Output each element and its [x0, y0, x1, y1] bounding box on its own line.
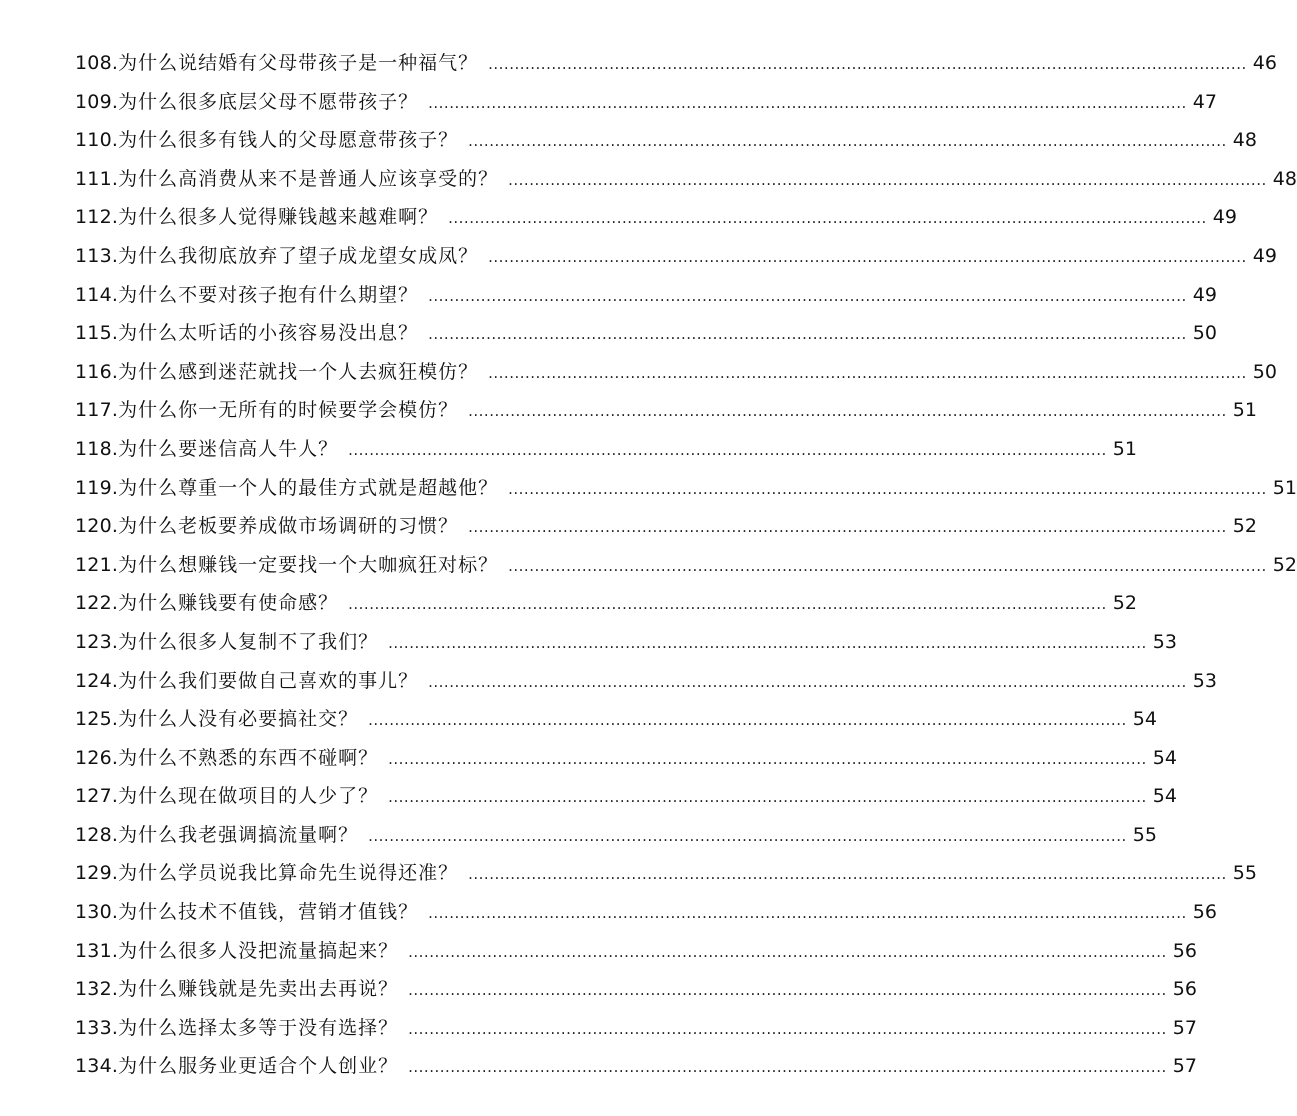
- entry-title: 为什么赚钱要有使命感？: [118, 592, 339, 615]
- entry-number: 119.: [75, 476, 119, 499]
- toc-entry[interactable]: [75, 160, 1297, 199]
- entry-title: 为什么想赚钱一定要找一个大咖疯狂对标？: [118, 553, 499, 576]
- toc-entry[interactable]: [75, 44, 1277, 83]
- entry-title: 为什么很多人没把流量搞起来？: [118, 939, 399, 962]
- entry-title: 为什么赚钱就是先卖出去再说？: [118, 978, 399, 1001]
- entry-number: 115.: [75, 322, 119, 345]
- dot-leader: ................................................................................................................................................: [488, 363, 1247, 382]
- dot-leader: ................................................................................................................................................: [508, 479, 1267, 498]
- dot-leader: ................................................................................................................................................: [468, 518, 1227, 537]
- entry-number: 120.: [75, 515, 119, 538]
- entry-title: 为什么不熟悉的东西不碰啊？: [118, 746, 379, 769]
- entry-page-number: 48: [1232, 129, 1257, 152]
- toc-entry[interactable]: [75, 777, 1177, 816]
- entry-page-number: 49: [1212, 206, 1237, 229]
- dot-leader: ................................................................................................................................................: [428, 93, 1187, 112]
- toc-entry[interactable]: [75, 893, 1217, 932]
- entry-page-number: 50: [1192, 322, 1217, 345]
- entry-number: 125.: [75, 708, 119, 731]
- dot-leader: ................................................................................................................................................: [408, 981, 1167, 1000]
- entry-title: 为什么太听话的小孩容易没出息？: [118, 322, 419, 345]
- entry-page-number: 54: [1152, 785, 1177, 808]
- entry-title: 为什么学员说我比算命先生说得还准？: [118, 862, 459, 885]
- dot-leader: ................................................................................................................................................: [448, 209, 1207, 228]
- entry-page-number: 56: [1192, 901, 1217, 924]
- entry-page-number: 49: [1252, 244, 1277, 267]
- entry-page-number: 57: [1172, 1055, 1197, 1078]
- dot-leader: ................................................................................................................................................: [388, 633, 1147, 652]
- toc-entry[interactable]: [75, 198, 1237, 237]
- entry-number: 130.: [75, 901, 119, 924]
- entry-title: 为什么我们要做自己喜欢的事儿？: [118, 669, 419, 692]
- entry-page-number: 54: [1152, 746, 1177, 769]
- toc-entry[interactable]: [75, 83, 1217, 122]
- entry-page-number: 56: [1172, 978, 1197, 1001]
- toc-entry[interactable]: [75, 469, 1297, 508]
- dot-leader: ................................................................................................................................................: [408, 942, 1167, 961]
- entry-page-number: 51: [1112, 437, 1137, 460]
- dot-leader: ................................................................................................................................................: [348, 440, 1107, 459]
- toc-entry[interactable]: [75, 854, 1257, 893]
- entry-title: 为什么我彻底放弃了望子成龙望女成凤？: [118, 244, 479, 267]
- entry-title: 为什么老板要养成做市场调研的习惯？: [118, 515, 459, 538]
- entry-page-number: 52: [1112, 592, 1137, 615]
- entry-title: 为什么高消费从来不是普通人应该享受的？: [118, 167, 499, 190]
- dot-leader: ................................................................................................................................................: [488, 55, 1247, 73]
- entry-number: 131.: [75, 939, 119, 962]
- entry-number: 110.: [75, 129, 119, 152]
- entry-title: 为什么选择太多等于没有选择？: [118, 1016, 399, 1039]
- entry-page-number: 47: [1192, 90, 1217, 113]
- entry-title: 为什么很多有钱人的父母愿意带孩子？: [118, 129, 459, 152]
- dot-leader: ................................................................................................................................................: [408, 1058, 1167, 1077]
- toc-entry[interactable]: [75, 276, 1217, 315]
- dot-leader: ................................................................................................................................................: [368, 711, 1127, 730]
- toc-entry[interactable]: [75, 353, 1277, 392]
- entry-title: 为什么现在做项目的人少了？: [118, 785, 379, 808]
- entry-number: 133.: [75, 1016, 119, 1039]
- entry-title: 为什么要迷信高人牛人？: [118, 437, 339, 460]
- entry-page-number: 48: [1272, 167, 1297, 190]
- toc-entry[interactable]: [75, 430, 1137, 469]
- entry-page-number: 50: [1252, 360, 1277, 383]
- entry-number: 113.: [75, 244, 119, 267]
- toc-entry[interactable]: [75, 314, 1217, 353]
- entry-title: 为什么说结婚有父母带孩子是一种福气？: [118, 52, 479, 74]
- entry-number: 132.: [75, 978, 119, 1001]
- dot-leader: ................................................................................................................................................: [388, 788, 1147, 807]
- entry-page-number: 51: [1272, 476, 1297, 499]
- entry-number: 121.: [75, 553, 119, 576]
- dot-leader: ................................................................................................................................................: [508, 170, 1267, 189]
- entry-title: 为什么技术不值钱，营销才值钱？: [118, 901, 419, 924]
- entry-page-number: 52: [1232, 515, 1257, 538]
- toc-entry[interactable]: [75, 1047, 1197, 1086]
- entry-page-number: 54: [1132, 708, 1157, 731]
- entry-number: 112.: [75, 206, 119, 229]
- table-of-contents: [75, 44, 1297, 1086]
- dot-leader: ................................................................................................................................................: [428, 325, 1187, 344]
- dot-leader: ................................................................................................................................................: [428, 904, 1187, 923]
- dot-leader: ................................................................................................................................................: [468, 865, 1227, 884]
- toc-entry[interactable]: [75, 739, 1177, 778]
- entry-title: 为什么很多人觉得赚钱越来越难啊？: [118, 206, 439, 229]
- entry-title: 为什么我老强调搞流量啊？: [118, 823, 359, 846]
- entry-page-number: 52: [1272, 553, 1297, 576]
- entry-page-number: 56: [1172, 939, 1197, 962]
- entry-page-number: 55: [1232, 862, 1257, 885]
- dot-leader: ................................................................................................................................................: [428, 286, 1187, 305]
- entry-number: 134.: [75, 1055, 119, 1078]
- toc-entry[interactable]: [75, 391, 1257, 430]
- entry-number: 116.: [75, 360, 119, 383]
- toc-entry[interactable]: [75, 237, 1277, 276]
- entry-page-number: 55: [1132, 823, 1157, 846]
- entry-number: 128.: [75, 823, 119, 846]
- entry-page-number: 57: [1172, 1016, 1197, 1039]
- entry-number: 108.: [75, 52, 119, 74]
- entry-number: 117.: [75, 399, 119, 422]
- dot-leader: ................................................................................................................................................: [348, 595, 1107, 614]
- toc-entry[interactable]: [75, 507, 1257, 546]
- entry-title: 为什么你一无所有的时候要学会模仿？: [118, 399, 459, 422]
- entry-page-number: 46: [1252, 52, 1277, 74]
- dot-leader: ................................................................................................................................................: [488, 247, 1247, 266]
- entry-number: 126.: [75, 746, 119, 769]
- entry-page-number: 53: [1192, 669, 1217, 692]
- entry-number: 129.: [75, 862, 119, 885]
- toc-entry[interactable]: [75, 623, 1177, 662]
- entry-number: 122.: [75, 592, 119, 615]
- toc-entry[interactable]: [75, 816, 1157, 855]
- toc-entry[interactable]: [75, 662, 1217, 701]
- entry-number: 127.: [75, 785, 119, 808]
- dot-leader: ................................................................................................................................................: [388, 749, 1147, 768]
- entry-page-number: 53: [1152, 630, 1177, 653]
- entry-page-number: 51: [1232, 399, 1257, 422]
- toc-entry[interactable]: [75, 932, 1197, 971]
- entry-number: 118.: [75, 437, 119, 460]
- entry-title: 为什么很多人复制不了我们？: [118, 630, 379, 653]
- entry-page-number: 49: [1192, 283, 1217, 306]
- entry-number: 111.: [75, 167, 119, 190]
- toc-entry[interactable]: [75, 584, 1137, 623]
- entry-title: 为什么很多底层父母不愿带孩子？: [118, 90, 419, 113]
- dot-leader: ................................................................................................................................................: [368, 826, 1127, 845]
- entry-number: 114.: [75, 283, 119, 306]
- entry-title: 为什么服务业更适合个人创业？: [118, 1055, 399, 1078]
- toc-entry[interactable]: [75, 700, 1157, 739]
- entry-title: 为什么人没有必要搞社交？: [118, 708, 359, 731]
- entry-number: 123.: [75, 630, 119, 653]
- dot-leader: ................................................................................................................................................: [468, 402, 1227, 421]
- entry-number: 124.: [75, 669, 119, 692]
- entry-title: 为什么尊重一个人的最佳方式就是超越他？: [118, 476, 499, 499]
- entry-title: 为什么感到迷茫就找一个人去疯狂模仿？: [118, 360, 479, 383]
- entry-number: 109.: [75, 90, 119, 113]
- dot-leader: ................................................................................................................................................: [408, 1019, 1167, 1038]
- toc-entry[interactable]: [75, 970, 1197, 1009]
- toc-entry[interactable]: [75, 121, 1257, 160]
- toc-entry[interactable]: [75, 546, 1297, 585]
- entry-title: 为什么不要对孩子抱有什么期望？: [118, 283, 419, 306]
- dot-leader: ................................................................................................................................................: [508, 556, 1267, 575]
- dot-leader: ................................................................................................................................................: [468, 132, 1227, 151]
- toc-entry[interactable]: [75, 1009, 1197, 1048]
- dot-leader: ................................................................................................................................................: [428, 672, 1187, 691]
